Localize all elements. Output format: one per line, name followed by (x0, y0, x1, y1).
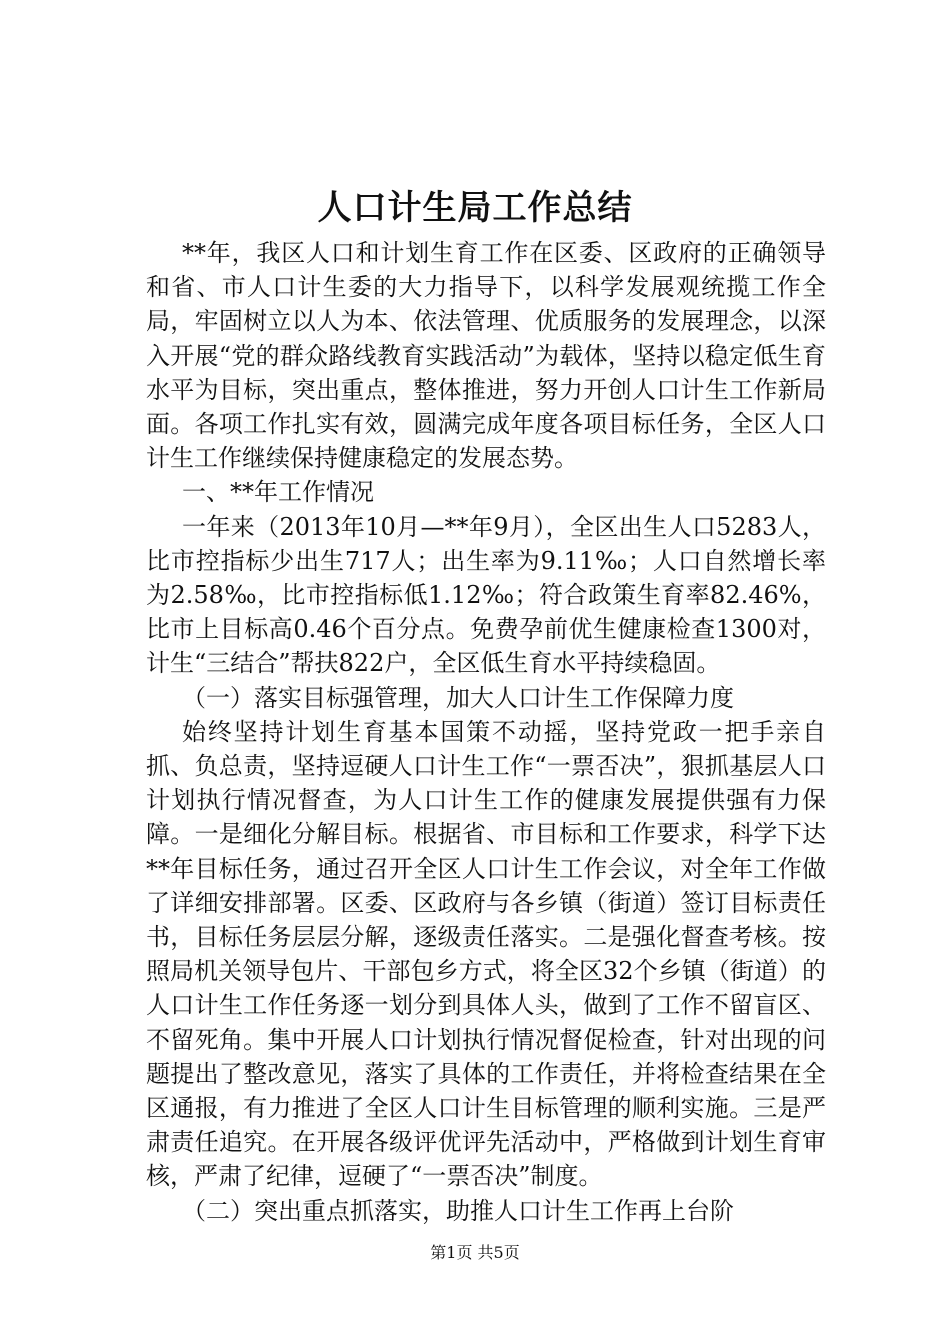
intro-paragraph: **年，我区人口和计划生育工作在区委、区政府的正确领导和省、市人口计生委的大力指导下，以科学发展观统揽工作全局，牢固树立以人为本、依法管理、优质服务的发展理念，以深入开展“党的群众路线教育实践活动”为载体，坚持以稳定低生育水平为目标，突出重点，整体推进，努力开创人口计生工作新局面。各项工作扎实有效，圆满完成年度各项目标任务，全区人口计生工作继续保持健康稳定的发展态势。 (146, 239, 826, 473)
subsection-heading-1: （一）落实目标强管理，加大人口计生工作保障力度 (182, 683, 734, 712)
statistics-paragraph: 一年来（2013年10月—**年9月），全区出生人口5283人，比市控指标少出生717人；出生率为9.11‰；人口自然增长率为2.58‰，比市控指标低1.12‰；符合政策生育率82.46%，比市上目标高0.46个百分点。免费孕前优生健康检查1300对，计生“三结合”帮扶822户，全区低生育水平持续稳固。 (146, 512, 826, 678)
document-title: 人口计生局工作总结 (317, 188, 633, 228)
section-heading-1: 一、**年工作情况 (182, 478, 374, 507)
subsection-heading-2: （二）突出重点抓落实，助推人口计生工作再上台阶 (182, 1196, 734, 1225)
document-body (146, 236, 826, 1228)
management-paragraph: 始终坚持计划生育基本国策不动摇，坚持党政一把手亲自抓、负总责，坚持逗硬人口计生工作“一票否决”，狠抓基层人口计划执行情况督查，为人口计生工作的健康发展提供强有力保障。一是细化分解目标。根据省、市目标和工作要求，科学下达**年目标任务，通过召开全区人口计生工作会议，对全年工作做了详细安排部署。区委、区政府与各乡镇（街道）签订目标责任书，目标任务层层分解，逐级责任落实。二是强化督查考核。按照局机关领导包片、干部包乡方式，将全区32个乡镇（街道）的人口计生工作任务逐一划分到具体人头，做到了工作不留盲区、不留死角。集中开展人口计划执行情况督促检查，针对出现的问题提出了整改意见，落实了具体的工作责任，并将检查结果在全区通报，有力推进了全区人口计生目标管理的顺利实施。三是严肃责任追究。在开展各级评优评先活动中，严格做到计划生育审核，严肃了纪律，逗硬了“一票否决”制度。 (146, 717, 826, 1191)
page-number-footer: 第1页 共5页 (430, 1243, 520, 1262)
